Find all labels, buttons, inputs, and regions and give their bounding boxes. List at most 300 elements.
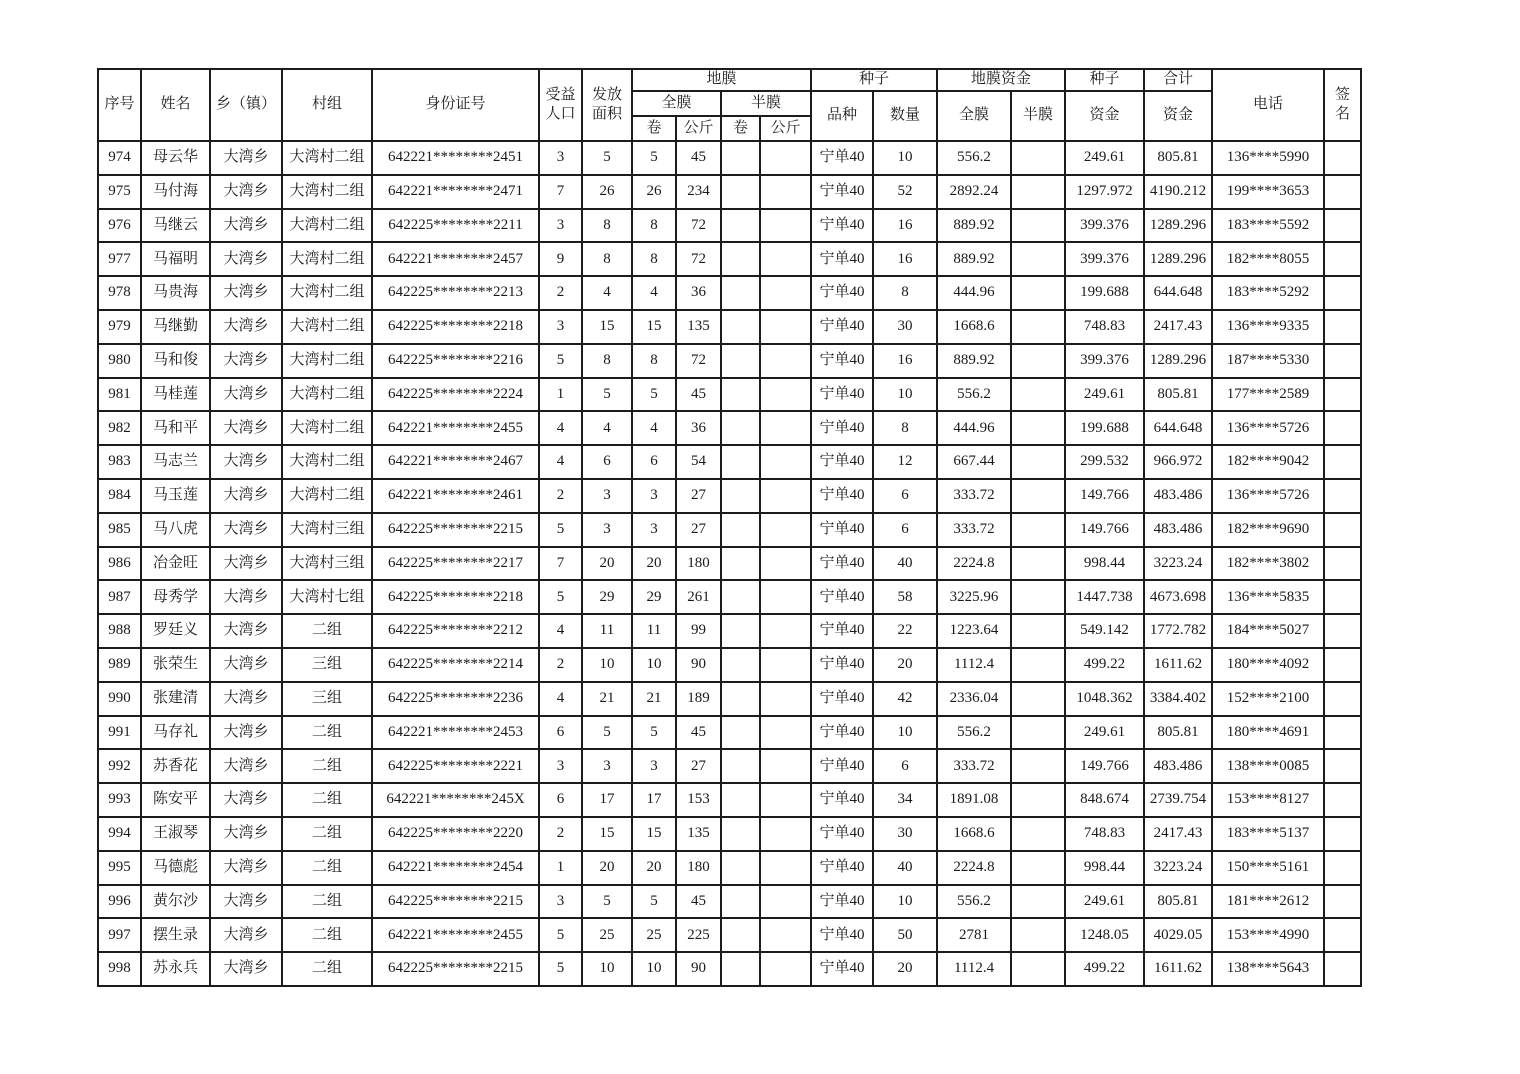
cell-seq: 983 xyxy=(98,445,141,479)
cell-signature xyxy=(1324,885,1361,919)
cell-full-film-rolls: 15 xyxy=(632,310,676,344)
cell-full-film-kg: 153 xyxy=(676,783,721,817)
col-header-total-fund-top: 合计 xyxy=(1144,69,1212,91)
cell-area: 10 xyxy=(582,952,632,986)
cell-township: 大湾乡 xyxy=(210,783,282,817)
cell-fund-half-film xyxy=(1011,749,1065,783)
cell-signature xyxy=(1324,344,1361,378)
cell-fund-half-film xyxy=(1011,242,1065,276)
cell-village: 大湾村二组 xyxy=(282,209,372,243)
cell-total-fund: 1289.296 xyxy=(1144,344,1212,378)
cell-half-film-rolls xyxy=(721,918,760,952)
cell-total-fund: 4190.212 xyxy=(1144,175,1212,209)
cell-full-film-kg: 225 xyxy=(676,918,721,952)
cell-fund-full-film: 556.2 xyxy=(937,141,1011,175)
cell-village: 大湾村二组 xyxy=(282,411,372,445)
cell-half-film-rolls xyxy=(721,580,760,614)
cell-area: 4 xyxy=(582,276,632,310)
cell-fund-full-film: 1891.08 xyxy=(937,783,1011,817)
col-header-population-label: 受益人口 xyxy=(545,87,576,122)
cell-seq: 980 xyxy=(98,344,141,378)
table-row xyxy=(98,141,1361,175)
cell-full-film-rolls: 10 xyxy=(632,952,676,986)
cell-half-film-kg xyxy=(760,783,811,817)
cell-half-film-rolls xyxy=(721,783,760,817)
cell-half-film-rolls xyxy=(721,547,760,581)
table-row xyxy=(98,175,1361,209)
table-row xyxy=(98,580,1361,614)
cell-signature xyxy=(1324,479,1361,513)
cell-seed-quantity: 10 xyxy=(873,378,937,412)
cell-signature xyxy=(1324,648,1361,682)
cell-signature xyxy=(1324,141,1361,175)
cell-full-film-kg: 90 xyxy=(676,952,721,986)
cell-name: 马贵海 xyxy=(141,276,210,310)
cell-half-film-rolls xyxy=(721,614,760,648)
cell-seed-fund: 399.376 xyxy=(1065,242,1144,276)
cell-fund-half-film xyxy=(1011,378,1065,412)
cell-half-film-kg xyxy=(760,445,811,479)
cell-village: 二组 xyxy=(282,716,372,750)
col-header-phone: 电话 xyxy=(1212,69,1324,141)
cell-fund-half-film xyxy=(1011,479,1065,513)
cell-seed-fund: 249.61 xyxy=(1065,378,1144,412)
cell-seq: 986 xyxy=(98,547,141,581)
cell-full-film-rolls: 5 xyxy=(632,378,676,412)
cell-phone: 181****2612 xyxy=(1212,885,1324,919)
table-row xyxy=(98,547,1361,581)
cell-phone: 199****3653 xyxy=(1212,175,1324,209)
cell-phone: 138****5643 xyxy=(1212,952,1324,986)
cell-seed-quantity: 34 xyxy=(873,783,937,817)
cell-fund-full-film: 556.2 xyxy=(937,716,1011,750)
cell-full-film-kg: 180 xyxy=(676,851,721,885)
cell-township: 大湾乡 xyxy=(210,851,282,885)
col-header-total-fund-bottom: 资金 xyxy=(1144,91,1212,141)
cell-area: 8 xyxy=(582,344,632,378)
cell-village: 三组 xyxy=(282,682,372,716)
cell-id-number: 642221********2457 xyxy=(372,242,539,276)
cell-population: 3 xyxy=(539,209,582,243)
cell-fund-half-film xyxy=(1011,310,1065,344)
cell-area: 6 xyxy=(582,445,632,479)
cell-fund-full-film: 889.92 xyxy=(937,344,1011,378)
table-row xyxy=(98,276,1361,310)
cell-total-fund: 1611.62 xyxy=(1144,648,1212,682)
cell-full-film-rolls: 5 xyxy=(632,716,676,750)
col-group-mulch-film: 地膜 xyxy=(632,69,811,91)
cell-seed-fund: 299.532 xyxy=(1065,445,1144,479)
cell-village: 三组 xyxy=(282,648,372,682)
cell-village: 大湾村七组 xyxy=(282,580,372,614)
cell-signature xyxy=(1324,378,1361,412)
cell-total-fund: 805.81 xyxy=(1144,141,1212,175)
cell-seed-fund: 748.83 xyxy=(1065,817,1144,851)
cell-total-fund: 805.81 xyxy=(1144,378,1212,412)
cell-id-number: 642221********2455 xyxy=(372,411,539,445)
cell-id-number: 642221********245X xyxy=(372,783,539,817)
cell-area: 15 xyxy=(582,817,632,851)
cell-village: 二组 xyxy=(282,749,372,783)
cell-township: 大湾乡 xyxy=(210,141,282,175)
cell-township: 大湾乡 xyxy=(210,817,282,851)
cell-fund-full-film: 889.92 xyxy=(937,209,1011,243)
cell-fund-full-film: 3225.96 xyxy=(937,580,1011,614)
cell-signature xyxy=(1324,547,1361,581)
cell-township: 大湾乡 xyxy=(210,310,282,344)
cell-half-film-kg xyxy=(760,749,811,783)
cell-half-film-kg xyxy=(760,918,811,952)
table-row xyxy=(98,411,1361,445)
cell-full-film-rolls: 8 xyxy=(632,209,676,243)
cell-id-number: 642225********2216 xyxy=(372,344,539,378)
cell-village: 二组 xyxy=(282,783,372,817)
cell-fund-full-film: 667.44 xyxy=(937,445,1011,479)
cell-id-number: 642225********2213 xyxy=(372,276,539,310)
cell-seed-fund: 399.376 xyxy=(1065,344,1144,378)
cell-area: 3 xyxy=(582,513,632,547)
cell-seed-quantity: 6 xyxy=(873,749,937,783)
cell-seq: 989 xyxy=(98,648,141,682)
cell-seq: 978 xyxy=(98,276,141,310)
cell-name: 张荣生 xyxy=(141,648,210,682)
cell-seed-quantity: 58 xyxy=(873,580,937,614)
table-row xyxy=(98,614,1361,648)
table-row xyxy=(98,242,1361,276)
cell-half-film-rolls xyxy=(721,885,760,919)
cell-seed-fund: 149.766 xyxy=(1065,749,1144,783)
cell-total-fund: 4673.698 xyxy=(1144,580,1212,614)
cell-seq: 982 xyxy=(98,411,141,445)
cell-total-fund: 1289.296 xyxy=(1144,209,1212,243)
cell-half-film-rolls xyxy=(721,952,760,986)
cell-total-fund: 4029.05 xyxy=(1144,918,1212,952)
cell-seed-variety: 宁单40 xyxy=(811,445,873,479)
cell-village: 大湾村二组 xyxy=(282,344,372,378)
cell-half-film-rolls xyxy=(721,242,760,276)
cell-half-film-kg xyxy=(760,885,811,919)
cell-half-film-rolls xyxy=(721,378,760,412)
cell-population: 5 xyxy=(539,918,582,952)
cell-fund-half-film xyxy=(1011,716,1065,750)
cell-fund-full-film: 556.2 xyxy=(937,885,1011,919)
cell-seed-variety: 宁单40 xyxy=(811,209,873,243)
cell-population: 1 xyxy=(539,851,582,885)
cell-fund-full-film: 333.72 xyxy=(937,513,1011,547)
cell-village: 大湾村二组 xyxy=(282,242,372,276)
col-header-half-film-kg: 公斤 xyxy=(760,116,811,141)
cell-seed-variety: 宁单40 xyxy=(811,885,873,919)
cell-signature xyxy=(1324,242,1361,276)
cell-area: 5 xyxy=(582,141,632,175)
cell-fund-full-film: 444.96 xyxy=(937,276,1011,310)
cell-half-film-kg xyxy=(760,411,811,445)
table-row xyxy=(98,378,1361,412)
cell-full-film-kg: 45 xyxy=(676,885,721,919)
cell-id-number: 642225********2215 xyxy=(372,952,539,986)
cell-half-film-rolls xyxy=(721,513,760,547)
cell-id-number: 642221********2467 xyxy=(372,445,539,479)
cell-full-film-kg: 27 xyxy=(676,749,721,783)
cell-name: 黄尔沙 xyxy=(141,885,210,919)
cell-full-film-rolls: 10 xyxy=(632,648,676,682)
cell-population: 5 xyxy=(539,580,582,614)
cell-phone: 150****5161 xyxy=(1212,851,1324,885)
cell-name: 马德彪 xyxy=(141,851,210,885)
cell-population: 6 xyxy=(539,783,582,817)
cell-fund-full-film: 1112.4 xyxy=(937,648,1011,682)
table-row xyxy=(98,918,1361,952)
cell-fund-full-film: 2224.8 xyxy=(937,851,1011,885)
cell-signature xyxy=(1324,851,1361,885)
cell-seq: 993 xyxy=(98,783,141,817)
cell-phone: 182****8055 xyxy=(1212,242,1324,276)
cell-full-film-kg: 90 xyxy=(676,648,721,682)
cell-seq: 996 xyxy=(98,885,141,919)
cell-total-fund: 1772.782 xyxy=(1144,614,1212,648)
cell-village: 二组 xyxy=(282,851,372,885)
cell-seed-fund: 199.688 xyxy=(1065,411,1144,445)
col-header-id-number: 身份证号 xyxy=(372,69,539,141)
cell-seq: 981 xyxy=(98,378,141,412)
cell-fund-half-film xyxy=(1011,513,1065,547)
cell-id-number: 642221********2453 xyxy=(372,716,539,750)
cell-seed-quantity: 40 xyxy=(873,851,937,885)
cell-signature xyxy=(1324,209,1361,243)
cell-population: 4 xyxy=(539,682,582,716)
cell-fund-half-film xyxy=(1011,344,1065,378)
cell-id-number: 642225********2221 xyxy=(372,749,539,783)
cell-half-film-rolls xyxy=(721,175,760,209)
cell-fund-half-film xyxy=(1011,952,1065,986)
cell-id-number: 642225********2217 xyxy=(372,547,539,581)
cell-name: 马继勤 xyxy=(141,310,210,344)
cell-fund-full-film: 444.96 xyxy=(937,411,1011,445)
cell-half-film-kg xyxy=(760,310,811,344)
cell-seed-quantity: 16 xyxy=(873,209,937,243)
cell-fund-full-film: 2892.24 xyxy=(937,175,1011,209)
cell-village: 大湾村二组 xyxy=(282,175,372,209)
cell-population: 4 xyxy=(539,614,582,648)
cell-seed-quantity: 52 xyxy=(873,175,937,209)
cell-full-film-rolls: 20 xyxy=(632,851,676,885)
cell-seed-quantity: 50 xyxy=(873,918,937,952)
cell-half-film-kg xyxy=(760,513,811,547)
cell-full-film-rolls: 3 xyxy=(632,479,676,513)
cell-half-film-kg xyxy=(760,716,811,750)
cell-half-film-kg xyxy=(760,851,811,885)
cell-id-number: 642225********2212 xyxy=(372,614,539,648)
cell-seed-quantity: 30 xyxy=(873,310,937,344)
cell-village: 大湾村二组 xyxy=(282,479,372,513)
cell-seed-quantity: 6 xyxy=(873,479,937,513)
cell-half-film-rolls xyxy=(721,209,760,243)
cell-seed-variety: 宁单40 xyxy=(811,749,873,783)
cell-seed-variety: 宁单40 xyxy=(811,817,873,851)
cell-signature xyxy=(1324,716,1361,750)
cell-full-film-kg: 45 xyxy=(676,378,721,412)
table-row xyxy=(98,445,1361,479)
cell-id-number: 642221********2461 xyxy=(372,479,539,513)
cell-total-fund: 3384.402 xyxy=(1144,682,1212,716)
cell-fund-full-film: 1112.4 xyxy=(937,952,1011,986)
cell-half-film-kg xyxy=(760,614,811,648)
cell-area: 26 xyxy=(582,175,632,209)
cell-phone: 153****4990 xyxy=(1212,918,1324,952)
cell-seq: 991 xyxy=(98,716,141,750)
cell-phone: 180****4092 xyxy=(1212,648,1324,682)
cell-seed-variety: 宁单40 xyxy=(811,851,873,885)
col-header-fund-half-film: 半膜 xyxy=(1011,91,1065,141)
cell-seed-variety: 宁单40 xyxy=(811,344,873,378)
cell-name: 马付海 xyxy=(141,175,210,209)
cell-fund-half-film xyxy=(1011,885,1065,919)
cell-id-number: 642221********2454 xyxy=(372,851,539,885)
cell-half-film-kg xyxy=(760,648,811,682)
cell-total-fund: 3223.24 xyxy=(1144,851,1212,885)
cell-population: 5 xyxy=(539,344,582,378)
cell-township: 大湾乡 xyxy=(210,682,282,716)
cell-seq: 988 xyxy=(98,614,141,648)
cell-fund-full-film: 1668.6 xyxy=(937,310,1011,344)
cell-half-film-kg xyxy=(760,378,811,412)
cell-phone: 136****5726 xyxy=(1212,411,1324,445)
cell-seed-fund: 848.674 xyxy=(1065,783,1144,817)
cell-township: 大湾乡 xyxy=(210,209,282,243)
cell-signature xyxy=(1324,310,1361,344)
cell-total-fund: 1611.62 xyxy=(1144,952,1212,986)
cell-seed-fund: 149.766 xyxy=(1065,479,1144,513)
cell-seed-variety: 宁单40 xyxy=(811,952,873,986)
cell-full-film-kg: 36 xyxy=(676,411,721,445)
col-header-half-film-rolls: 卷 xyxy=(721,116,760,141)
cell-population: 7 xyxy=(539,547,582,581)
cell-id-number: 642225********2236 xyxy=(372,682,539,716)
cell-area: 10 xyxy=(582,648,632,682)
cell-fund-full-film: 1668.6 xyxy=(937,817,1011,851)
cell-full-film-rolls: 3 xyxy=(632,749,676,783)
cell-name: 母云华 xyxy=(141,141,210,175)
cell-signature xyxy=(1324,411,1361,445)
cell-half-film-rolls xyxy=(721,851,760,885)
cell-id-number: 642225********2218 xyxy=(372,580,539,614)
cell-fund-full-film: 1223.64 xyxy=(937,614,1011,648)
cell-phone: 187****5330 xyxy=(1212,344,1324,378)
cell-fund-full-film: 333.72 xyxy=(937,479,1011,513)
cell-seed-variety: 宁单40 xyxy=(811,682,873,716)
cell-population: 4 xyxy=(539,411,582,445)
cell-population: 2 xyxy=(539,276,582,310)
cell-name: 摆生录 xyxy=(141,918,210,952)
cell-phone: 138****0085 xyxy=(1212,749,1324,783)
cell-seed-variety: 宁单40 xyxy=(811,276,873,310)
table-row xyxy=(98,783,1361,817)
col-header-fund-full-film: 全膜 xyxy=(937,91,1011,141)
cell-half-film-kg xyxy=(760,209,811,243)
cell-full-film-kg: 135 xyxy=(676,310,721,344)
cell-half-film-rolls xyxy=(721,479,760,513)
cell-signature xyxy=(1324,817,1361,851)
cell-total-fund: 483.486 xyxy=(1144,749,1212,783)
cell-village: 大湾村二组 xyxy=(282,378,372,412)
cell-full-film-rolls: 26 xyxy=(632,175,676,209)
table-header xyxy=(98,69,1361,141)
cell-name: 马桂莲 xyxy=(141,378,210,412)
cell-half-film-rolls xyxy=(721,141,760,175)
cell-population: 9 xyxy=(539,242,582,276)
col-header-village: 村组 xyxy=(282,69,372,141)
col-group-seed: 种子 xyxy=(811,69,937,91)
cell-total-fund: 644.648 xyxy=(1144,276,1212,310)
cell-township: 大湾乡 xyxy=(210,749,282,783)
col-subgroup-half-film: 半膜 xyxy=(721,91,811,116)
cell-full-film-rolls: 3 xyxy=(632,513,676,547)
cell-name: 马和平 xyxy=(141,411,210,445)
cell-fund-half-film xyxy=(1011,580,1065,614)
cell-seed-quantity: 30 xyxy=(873,817,937,851)
cell-seq: 995 xyxy=(98,851,141,885)
cell-seed-quantity: 16 xyxy=(873,242,937,276)
cell-seed-fund: 1248.05 xyxy=(1065,918,1144,952)
cell-seed-variety: 宁单40 xyxy=(811,716,873,750)
cell-population: 3 xyxy=(539,885,582,919)
cell-population: 2 xyxy=(539,479,582,513)
cell-area: 29 xyxy=(582,580,632,614)
cell-phone: 182****9690 xyxy=(1212,513,1324,547)
cell-area: 5 xyxy=(582,716,632,750)
cell-signature xyxy=(1324,749,1361,783)
cell-half-film-kg xyxy=(760,547,811,581)
cell-seed-fund: 748.83 xyxy=(1065,310,1144,344)
cell-phone: 183****5292 xyxy=(1212,276,1324,310)
cell-seed-quantity: 12 xyxy=(873,445,937,479)
cell-seed-quantity: 16 xyxy=(873,344,937,378)
cell-signature xyxy=(1324,445,1361,479)
cell-township: 大湾乡 xyxy=(210,580,282,614)
cell-fund-half-film xyxy=(1011,276,1065,310)
cell-full-film-rolls: 8 xyxy=(632,344,676,378)
cell-seed-fund: 998.44 xyxy=(1065,547,1144,581)
cell-seq: 997 xyxy=(98,918,141,952)
cell-full-film-kg: 72 xyxy=(676,209,721,243)
cell-seed-fund: 249.61 xyxy=(1065,885,1144,919)
cell-id-number: 642221********2455 xyxy=(372,918,539,952)
cell-total-fund: 2417.43 xyxy=(1144,310,1212,344)
cell-total-fund: 2417.43 xyxy=(1144,817,1212,851)
table-row xyxy=(98,310,1361,344)
cell-village: 大湾村三组 xyxy=(282,513,372,547)
cell-seed-quantity: 6 xyxy=(873,513,937,547)
cell-seed-quantity: 10 xyxy=(873,141,937,175)
cell-fund-half-film xyxy=(1011,175,1065,209)
cell-full-film-kg: 189 xyxy=(676,682,721,716)
cell-fund-full-film: 889.92 xyxy=(937,242,1011,276)
cell-village: 二组 xyxy=(282,918,372,952)
cell-signature xyxy=(1324,918,1361,952)
cell-half-film-kg xyxy=(760,141,811,175)
cell-seq: 985 xyxy=(98,513,141,547)
cell-signature xyxy=(1324,614,1361,648)
cell-id-number: 642225********2220 xyxy=(372,817,539,851)
cell-village: 大湾村二组 xyxy=(282,310,372,344)
cell-seq: 998 xyxy=(98,952,141,986)
col-header-seed-quantity: 数量 xyxy=(873,91,937,141)
cell-seed-variety: 宁单40 xyxy=(811,411,873,445)
cell-seed-quantity: 40 xyxy=(873,547,937,581)
cell-phone: 153****8127 xyxy=(1212,783,1324,817)
cell-id-number: 642221********2471 xyxy=(372,175,539,209)
cell-full-film-rolls: 5 xyxy=(632,141,676,175)
